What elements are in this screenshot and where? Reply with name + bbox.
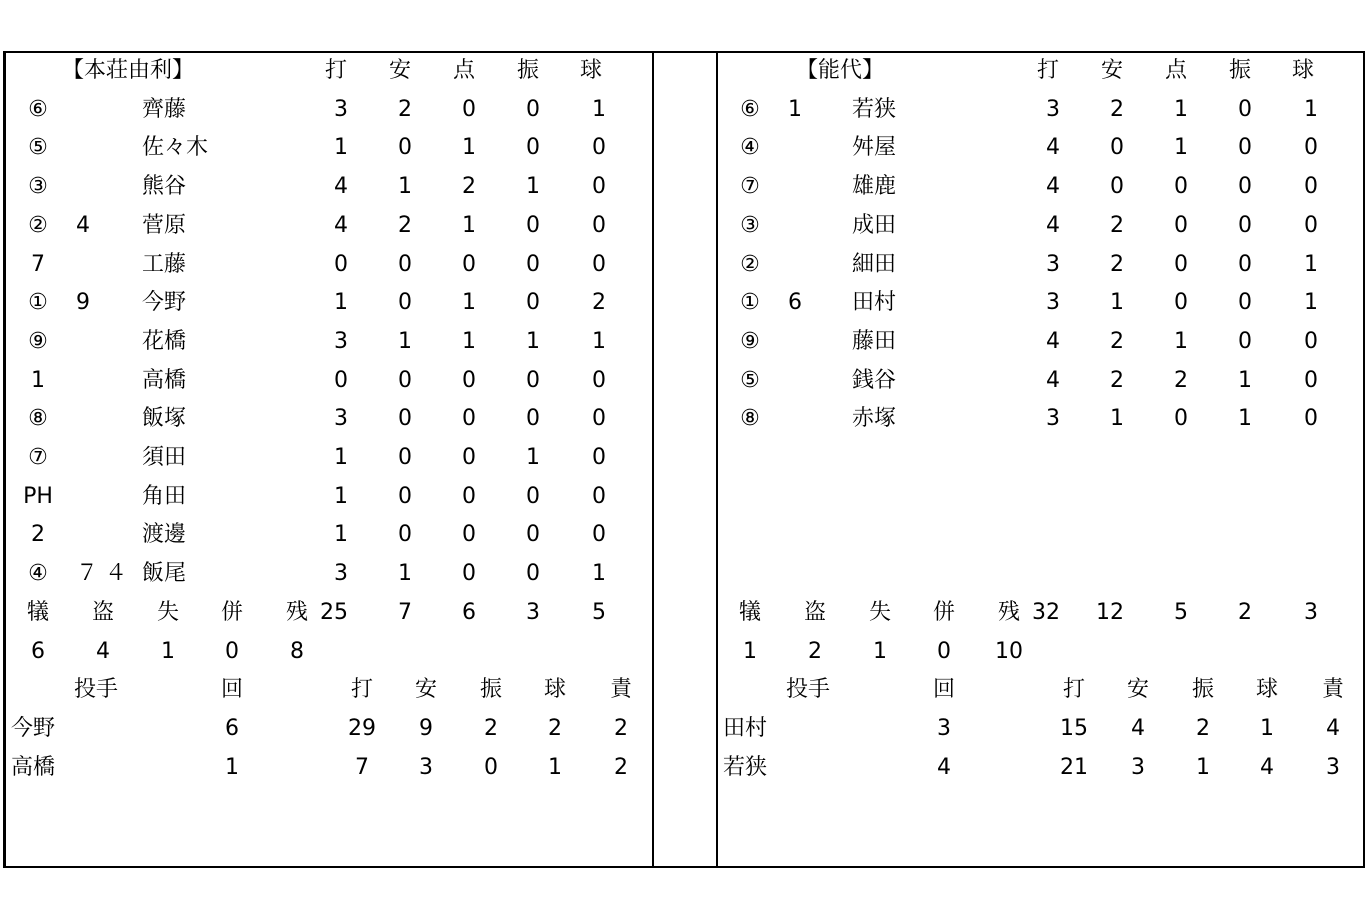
batter-stat-cell: 3 (334, 328, 348, 354)
batter-row (718, 168, 1366, 206)
batter-stat-cell: 0 (462, 561, 476, 587)
pitcher-row (718, 710, 1366, 748)
team-panel-noshiro (716, 52, 1366, 867)
batter-stat-cell: 0 (592, 522, 606, 548)
batter-name: 飯尾 (142, 561, 187, 587)
pitching-header-cell: 振 (1191, 677, 1214, 703)
pitching-header-cell: 責 (1321, 677, 1344, 703)
batter-stat-cell: 2 (398, 212, 412, 238)
batter-name: 熊谷 (142, 174, 187, 200)
batter-name: 渡邊 (142, 522, 187, 548)
batter-stat-cell: 4 (1046, 328, 1060, 354)
pitcher-stat-cell: 2 (614, 754, 628, 780)
batter-stat-cell: 1 (398, 328, 412, 354)
pitching-header-pitcher: 投手 (74, 677, 119, 703)
pitcher-stat-cell: 1 (548, 754, 562, 780)
batter-stat-cell: 1 (1110, 290, 1124, 316)
batter-position: 7 (31, 251, 45, 277)
batter-stat-cell: 2 (398, 96, 412, 122)
batter-row (718, 246, 1366, 284)
pitcher-row (6, 710, 652, 748)
team-name: 【能代】 (796, 58, 885, 83)
extra-value-cell: 4 (96, 638, 110, 664)
batter-stat-cell: 0 (1110, 174, 1124, 200)
batter-position: ① (740, 290, 760, 316)
batter-name: 高橋 (142, 367, 187, 393)
batter-row (6, 362, 652, 400)
batting-header-cell: 振 (516, 58, 539, 83)
batter-position: ④ (740, 135, 760, 161)
batter-position: ⑥ (28, 96, 48, 122)
batter-stat-cell: 0 (1238, 96, 1252, 122)
pitcher-stat-cell: 2 (548, 715, 562, 741)
batter-row (718, 129, 1366, 167)
team-total-cell: 2 (1238, 599, 1252, 625)
pitcher-name: 高橋 (11, 754, 56, 780)
batter-stat-cell: 0 (1238, 174, 1252, 200)
batting-header-cell: 振 (1228, 58, 1251, 83)
batter-position: ③ (740, 212, 760, 238)
extra-header-cell: 盗 (803, 599, 826, 625)
pitcher-name: 若狭 (723, 754, 768, 780)
batter-stat-cell: 0 (462, 367, 476, 393)
pitching-header-cell: 球 (543, 677, 566, 703)
batter-name: 舛屋 (852, 135, 897, 161)
extra-value-cell: 10 (995, 638, 1023, 664)
batter-position: ⑥ (740, 96, 760, 122)
batter-stat-cell: 0 (398, 367, 412, 393)
batter-stat-cell: 1 (526, 328, 540, 354)
batter-position: ⑧ (740, 406, 760, 432)
extra-header-cell: 犠 (738, 599, 761, 625)
batter-stat-cell: 1 (334, 522, 348, 548)
pitcher-stat-cell: 2 (484, 715, 498, 741)
batter-row (718, 91, 1366, 129)
batter-sub-position: 6 (788, 290, 802, 316)
batter-stat-cell: 1 (592, 561, 606, 587)
batter-row (6, 129, 652, 167)
pitching-header-pitcher: 投手 (786, 677, 831, 703)
batter-stat-cell: 0 (526, 522, 540, 548)
batter-stat-cell: 0 (398, 483, 412, 509)
batter-stat-cell: 1 (334, 483, 348, 509)
batter-stat-cell: 0 (334, 367, 348, 393)
batter-stat-cell: 1 (1304, 96, 1318, 122)
batter-stat-cell: 0 (1174, 174, 1188, 200)
pitching-header-cell: 球 (1255, 677, 1278, 703)
batter-stat-cell: 2 (1110, 251, 1124, 277)
batter-row (6, 284, 652, 322)
extra-value-cell: 1 (161, 638, 175, 664)
batter-stat-cell: 3 (1046, 251, 1060, 277)
batter-stat-cell: 0 (592, 483, 606, 509)
batter-stat-cell: 0 (526, 406, 540, 432)
batting-header-cell: 球 (579, 58, 602, 83)
batter-stat-cell: 1 (1174, 96, 1188, 122)
batter-stat-cell: 4 (1046, 367, 1060, 393)
batter-name: 藤田 (852, 328, 897, 354)
batter-stat-cell: 0 (592, 212, 606, 238)
batter-row (6, 323, 652, 361)
batter-position: ② (740, 251, 760, 277)
extra-value-cell: 8 (290, 638, 304, 664)
extra-value-cell: 1 (743, 638, 757, 664)
team-total-cell: 25 (320, 599, 348, 625)
batter-stat-cell: 2 (462, 174, 476, 200)
batter-stat-cell: 0 (526, 367, 540, 393)
batter-stat-cell: 0 (1304, 406, 1318, 432)
extra-header-cell: 併 (932, 599, 955, 625)
team-total-cell: 3 (1304, 599, 1318, 625)
batter-sub-position: 4 (76, 212, 90, 238)
extra-header-cell: 盗 (91, 599, 114, 625)
batter-stat-cell: 0 (1238, 135, 1252, 161)
batter-stat-cell: 1 (1174, 328, 1188, 354)
pitching-header-innings: 回 (220, 677, 243, 703)
batter-name: 角田 (142, 483, 187, 509)
batter-name: 細田 (852, 251, 897, 277)
pitcher-stat-cell: 15 (1060, 715, 1088, 741)
batter-stat-cell: 4 (334, 174, 348, 200)
batter-stat-cell: 2 (1110, 367, 1124, 393)
pitching-header-row (6, 671, 652, 709)
extra-header-cell: 失 (156, 599, 179, 625)
batter-name: 齊藤 (142, 96, 187, 122)
pitcher-stat-cell: 7 (355, 754, 369, 780)
batter-stat-cell: 2 (1110, 96, 1124, 122)
batter-row (6, 516, 652, 554)
batter-stat-cell: 1 (1238, 406, 1252, 432)
batter-row (718, 362, 1366, 400)
batter-name: 赤塚 (852, 406, 897, 432)
batter-row (6, 478, 652, 516)
batter-name: 須田 (142, 445, 187, 470)
batter-row (6, 168, 652, 206)
pitcher-innings: 1 (225, 754, 239, 780)
batter-stat-cell: 0 (592, 251, 606, 277)
batter-stat-cell: 3 (334, 406, 348, 432)
pitcher-row (6, 749, 652, 787)
pitching-header-row (718, 671, 1366, 709)
batter-row (6, 400, 652, 438)
pitcher-row (718, 749, 1366, 787)
batter-stat-cell: 1 (1238, 367, 1252, 393)
team-extra-values-row (6, 633, 652, 671)
batter-stat-cell: 0 (1238, 251, 1252, 277)
batter-stat-cell: 0 (526, 561, 540, 587)
pitcher-stat-cell: 2 (1196, 715, 1210, 741)
batter-position: ⑨ (28, 328, 48, 354)
batter-position: ① (28, 290, 48, 316)
pitching-header-cell: 打 (1062, 677, 1085, 703)
team-totals-row (6, 594, 652, 632)
batter-stat-cell: 0 (1238, 328, 1252, 354)
pitching-header-innings: 回 (932, 677, 955, 703)
batter-stat-cell: 1 (592, 96, 606, 122)
batter-stat-cell: 4 (1046, 135, 1060, 161)
batter-row (718, 323, 1366, 361)
pitcher-name: 今野 (11, 715, 56, 741)
batter-position: ⑦ (740, 174, 760, 200)
batter-name: 工藤 (142, 251, 187, 277)
pitcher-stat-cell: 4 (1326, 715, 1340, 741)
batter-stat-cell: 2 (1174, 367, 1188, 393)
batter-stat-cell: 1 (1304, 290, 1318, 316)
batter-position: ② (28, 212, 48, 238)
extra-value-cell: 0 (937, 638, 951, 664)
batter-stat-cell: 0 (592, 174, 606, 200)
batter-stat-cell: 0 (592, 445, 606, 470)
batter-name: 田村 (852, 290, 897, 316)
batter-position: ④ (28, 561, 48, 587)
pitcher-stat-cell: 21 (1060, 754, 1088, 780)
team-total-cell: 7 (398, 599, 412, 625)
batter-stat-cell: 0 (526, 135, 540, 161)
pitcher-stat-cell: 1 (1260, 715, 1274, 741)
pitcher-stat-cell: 4 (1260, 754, 1274, 780)
batter-row (6, 555, 652, 593)
pitcher-stat-cell: 3 (1326, 754, 1340, 780)
batter-stat-cell: 1 (398, 174, 412, 200)
batting-header-cell: 安 (1100, 58, 1123, 83)
batter-position: ⑤ (740, 367, 760, 393)
team-total-cell: 5 (592, 599, 606, 625)
pitcher-stat-cell: 1 (1196, 754, 1210, 780)
batter-stat-cell: 0 (1304, 174, 1318, 200)
team-name: 【本荘由利】 (62, 58, 195, 83)
batter-stat-cell: 0 (1304, 212, 1318, 238)
team-panel-honjo-yuri (4, 52, 654, 867)
extra-header-cell: 残 (997, 599, 1020, 625)
team-totals-row (718, 594, 1366, 632)
batter-stat-cell: 0 (526, 290, 540, 316)
pitching-header-cell: 振 (479, 677, 502, 703)
extra-value-cell: 6 (31, 638, 45, 664)
batting-header-cell: 球 (1291, 58, 1314, 83)
batting-header-cell: 打 (1036, 58, 1059, 83)
extra-header-cell: 失 (868, 599, 891, 625)
batter-position: 2 (31, 522, 45, 548)
batting-header-cell: 打 (324, 58, 347, 83)
team-total-cell: 12 (1096, 599, 1124, 625)
batter-stat-cell: 0 (526, 212, 540, 238)
batter-stat-cell: 4 (1046, 212, 1060, 238)
batter-sub-position: ７ ４ (76, 561, 127, 587)
pitcher-name: 田村 (723, 715, 768, 741)
batter-stat-cell: 0 (1304, 135, 1318, 161)
extra-value-cell: 2 (808, 638, 822, 664)
batter-row (6, 439, 652, 477)
batter-row (718, 284, 1366, 322)
extra-header-cell: 併 (220, 599, 243, 625)
batter-stat-cell: 0 (398, 522, 412, 548)
batter-stat-cell: 3 (334, 561, 348, 587)
pitcher-stat-cell: 3 (1131, 754, 1145, 780)
batter-stat-cell: 0 (1238, 290, 1252, 316)
team-extra-values-row (718, 633, 1366, 671)
batter-name: 雄鹿 (852, 174, 897, 200)
team-total-cell: 5 (1174, 599, 1188, 625)
batter-stat-cell: 1 (462, 290, 476, 316)
batter-stat-cell: 1 (462, 212, 476, 238)
pitcher-innings: 4 (937, 754, 951, 780)
batter-stat-cell: 0 (398, 445, 412, 470)
extra-value-cell: 0 (225, 638, 239, 664)
batter-stat-cell: 0 (592, 406, 606, 432)
pitcher-stat-cell: 2 (614, 715, 628, 741)
pitcher-stat-cell: 0 (484, 754, 498, 780)
batter-stat-cell: 0 (462, 522, 476, 548)
batter-stat-cell: 1 (526, 174, 540, 200)
batter-row (6, 207, 652, 245)
batter-position: ⑧ (28, 406, 48, 432)
batter-stat-cell: 3 (1046, 96, 1060, 122)
batter-stat-cell: 0 (1304, 328, 1318, 354)
batter-stat-cell: 1 (398, 561, 412, 587)
batter-stat-cell: 1 (334, 445, 348, 470)
batter-stat-cell: 0 (398, 135, 412, 161)
batter-stat-cell: 0 (1110, 135, 1124, 161)
batter-stat-cell: 0 (1174, 406, 1188, 432)
batter-stat-cell: 3 (1046, 406, 1060, 432)
batter-stat-cell: 0 (462, 483, 476, 509)
batter-stat-cell: 1 (1174, 135, 1188, 161)
pitcher-stat-cell: 4 (1131, 715, 1145, 741)
pitcher-innings: 6 (225, 715, 239, 741)
batter-stat-cell: 1 (1110, 406, 1124, 432)
batter-position: ⑦ (28, 445, 48, 470)
batter-stat-cell: 0 (398, 290, 412, 316)
batter-row (718, 207, 1366, 245)
batter-stat-cell: 0 (592, 135, 606, 161)
batter-stat-cell: 0 (1174, 212, 1188, 238)
extra-value-cell: 1 (873, 638, 887, 664)
batting-header-row (718, 52, 1366, 90)
batter-position: ③ (28, 174, 48, 200)
batter-stat-cell: 0 (462, 445, 476, 470)
batter-name: 成田 (852, 212, 897, 238)
batter-name: 飯塚 (142, 406, 187, 432)
batter-stat-cell: 0 (1238, 212, 1252, 238)
batter-name: 佐々木 (142, 135, 209, 161)
batter-stat-cell: 1 (526, 445, 540, 470)
batter-name: 銭谷 (852, 367, 897, 393)
batter-stat-cell: 1 (462, 135, 476, 161)
batter-stat-cell: 2 (592, 290, 606, 316)
extra-header-cell: 残 (285, 599, 308, 625)
batter-stat-cell: 1 (334, 135, 348, 161)
team-total-cell: 6 (462, 599, 476, 625)
batter-name: 今野 (142, 290, 187, 316)
batter-position: 1 (31, 367, 45, 393)
batting-header-row (6, 52, 652, 90)
pitcher-stat-cell: 9 (419, 715, 433, 741)
batter-stat-cell: 3 (334, 96, 348, 122)
batter-stat-cell: 2 (1110, 328, 1124, 354)
batter-position: ⑤ (28, 135, 48, 161)
batter-position: ⑨ (740, 328, 760, 354)
pitching-header-cell: 安 (1126, 677, 1149, 703)
batter-stat-cell: 0 (592, 367, 606, 393)
batter-name: 菅原 (142, 212, 187, 238)
batter-row (6, 91, 652, 129)
batter-stat-cell: 0 (1304, 367, 1318, 393)
batter-stat-cell: 0 (526, 96, 540, 122)
batter-stat-cell: 0 (462, 251, 476, 277)
batter-stat-cell: 0 (462, 96, 476, 122)
batter-position: PH (23, 483, 53, 509)
batter-stat-cell: 3 (1046, 290, 1060, 316)
batter-stat-cell: 4 (334, 212, 348, 238)
batter-stat-cell: 4 (1046, 174, 1060, 200)
pitcher-stat-cell: 3 (419, 754, 433, 780)
batter-sub-position: 9 (76, 290, 90, 316)
batter-stat-cell: 0 (526, 251, 540, 277)
batter-row (718, 400, 1366, 438)
batter-stat-cell: 0 (1174, 290, 1188, 316)
batter-stat-cell: 2 (1110, 212, 1124, 238)
team-total-cell: 3 (526, 599, 540, 625)
extra-header-cell: 犠 (26, 599, 49, 625)
batter-name: 若狭 (852, 96, 897, 122)
batter-sub-position: 1 (788, 96, 802, 122)
batter-stat-cell: 0 (462, 406, 476, 432)
batter-stat-cell: 1 (1304, 251, 1318, 277)
batter-stat-cell: 0 (398, 251, 412, 277)
batter-row (6, 246, 652, 284)
team-total-cell: 32 (1032, 599, 1060, 625)
batter-name: 花橋 (142, 328, 187, 354)
batter-stat-cell: 0 (398, 406, 412, 432)
pitcher-stat-cell: 29 (348, 715, 376, 741)
batting-header-cell: 点 (1164, 58, 1187, 83)
batter-stat-cell: 1 (334, 290, 348, 316)
batter-stat-cell: 1 (462, 328, 476, 354)
batting-header-cell: 点 (452, 58, 475, 83)
pitcher-innings: 3 (937, 715, 951, 741)
pitching-header-cell: 打 (350, 677, 373, 703)
batter-stat-cell: 0 (334, 251, 348, 277)
pitching-header-cell: 責 (609, 677, 632, 703)
batting-header-cell: 安 (388, 58, 411, 83)
pitching-header-cell: 安 (414, 677, 437, 703)
batter-stat-cell: 0 (526, 483, 540, 509)
batter-stat-cell: 1 (592, 328, 606, 354)
batter-stat-cell: 0 (1174, 251, 1188, 277)
